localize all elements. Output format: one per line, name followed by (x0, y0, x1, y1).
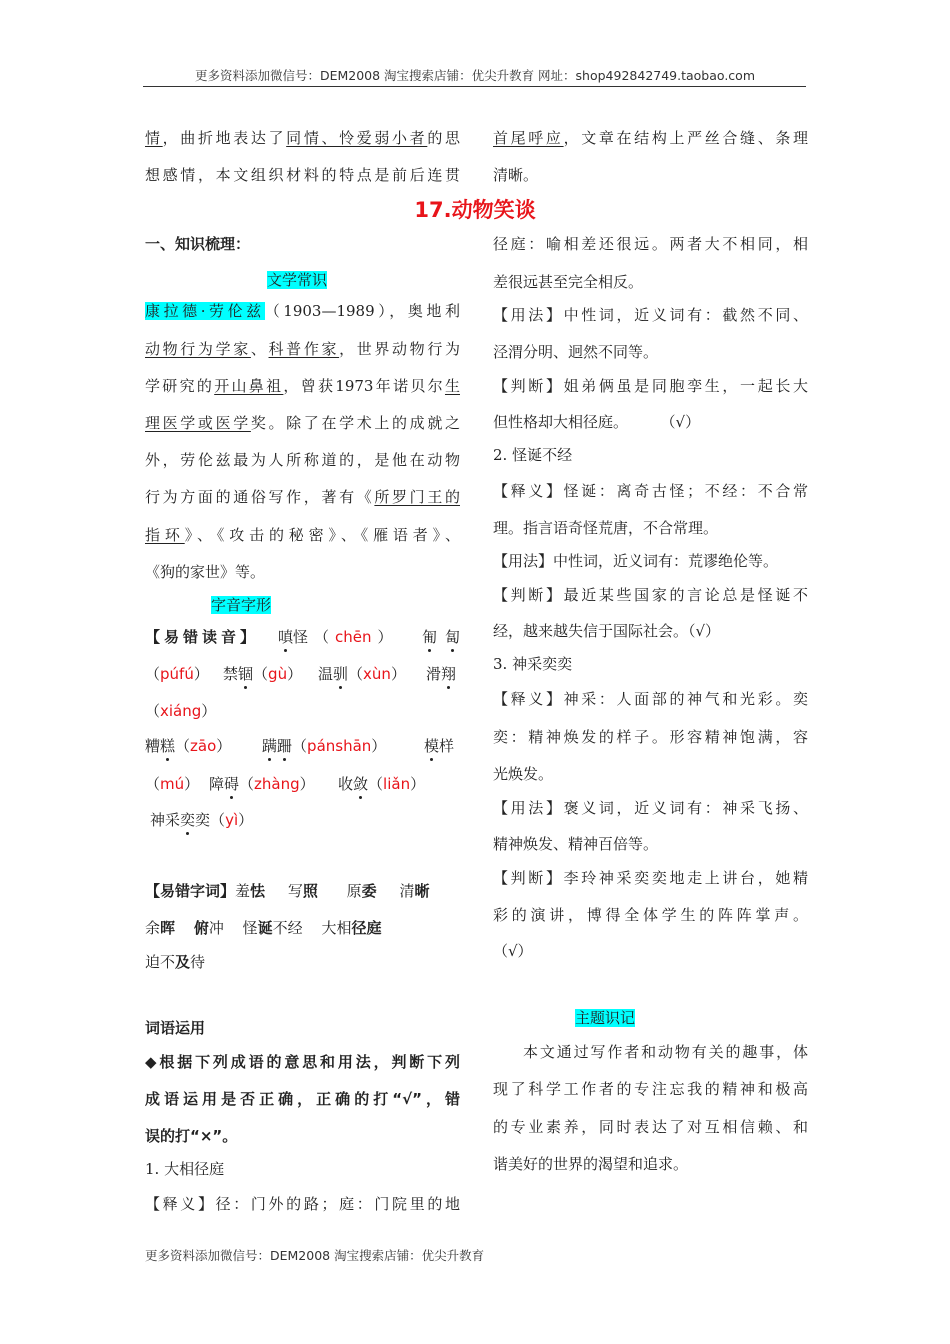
usage-question-2: 成语运用是否正确，正确的打“√”，错 (145, 1090, 460, 1108)
prev-line-4: 清晰。 (493, 166, 539, 184)
item2-meaning-2: 理。指言语奇怪荒唐，不合常理。 (493, 519, 719, 537)
lit-line-6: 行为方面的通俗写作，著有《所罗门王的 (145, 488, 460, 506)
theme-line-2: 现了科学工作者的专注忘我的精神和极高 (493, 1080, 808, 1098)
prev-line-1: 情，曲折地表达了同情、怜爱弱小者的思 (145, 129, 460, 147)
usage-heading: 词语运用 (145, 1019, 206, 1037)
item1-meaning-3: 差很远甚至完全相反。 (493, 273, 644, 291)
lit-line-7: 指环》、《攻击的秘密》、《雁语者》、 (145, 526, 460, 544)
lit-line-1: 康拉德·劳伦兹（1903—1989），奥地利 (145, 302, 460, 320)
pron-item-9: 障碍（zhàng） (209, 775, 315, 793)
pron-item-5b: （xiáng） (145, 702, 217, 720)
pron-item-8b: （mú） (145, 775, 200, 793)
theme-line-1: 本文通过写作者和动物有关的趣事，体 (523, 1043, 808, 1061)
item2-judge-2: 经，越来越失信于国际社会。（√） (493, 622, 721, 640)
prev-line-2: 想感情，本文组织材料的特点是前后连贯 (145, 166, 460, 184)
lit-heading: 文学常识 (267, 271, 328, 289)
item1-judge-1: 【判断】姐弟俩虽是同胞孪生，一起长大 (493, 377, 808, 395)
pron-item-6: 糟糕（zāo） (145, 737, 232, 755)
lit-line-3: 学研究的开山鼻祖，曾获1973年诺贝尔生 (145, 377, 460, 395)
header-divider (143, 86, 806, 87)
usage-question-1: ◆根据下列成语的意思和用法，判断下列 (145, 1053, 460, 1071)
item1-usage-1: 【用法】中性词，近义词有：截然不同、 (493, 306, 808, 324)
pron-item-5: 滑翔 (426, 665, 457, 683)
item3-meaning-3: 光焕发。 (493, 765, 554, 783)
pron-item-1: 嗔怪 （ chēn ） (278, 628, 393, 646)
wrong-chars-row-1: 【易错字词】羞怯 写照 原委 清晰 (145, 882, 430, 900)
pron-item-2b: （púfú） (145, 665, 209, 683)
theme-line-4: 谐美好的世界的渴望和追求。 (493, 1155, 689, 1173)
page-header: 更多资料添加微信号：DEM2008 淘宝搜索店铺：优尖升教育 网址：shop492842749.taobao.com (194, 68, 756, 83)
lit-line-8: 《狗的家世》等。 (145, 563, 266, 581)
item3-meaning-2: 奕：精神焕发的样子。形容精神饱满，容 (493, 728, 808, 746)
item2-judge-1: 【判断】最近某些国家的言论总是怪诞不 (493, 586, 808, 604)
pron-item-4: 温驯（xùn） (318, 665, 406, 683)
item1-meaning-1: 【释义】径：门外的路；庭：门院里的地 (145, 1195, 460, 1213)
usage-question-3: 误的打“×”。 (145, 1127, 238, 1145)
item1-title: 1. 大相径庭 (145, 1160, 225, 1178)
prev-line-3: 首尾呼应，文章在结构上严丝合缝、条理 (493, 129, 808, 147)
knowledge-heading: 一、知识梳理： (145, 235, 251, 253)
item2-meaning-1: 【释义】怪诞：离奇古怪；不经：不合常 (493, 482, 808, 500)
item1-usage-2: 泾渭分明、迥然不同等。 (493, 343, 659, 361)
theme-line-3: 的专业素养，同时表达了对互相信赖、和 (493, 1118, 808, 1136)
item3-title: 3. 神采奕奕 (493, 655, 573, 673)
item3-mark: （√） (493, 942, 533, 960)
item1-mark: （√） (668, 413, 701, 431)
pron-item-8: 模样 (424, 737, 455, 755)
item3-judge-2: 彩的演讲，博得全体学生的阵阵掌声。 (493, 906, 808, 924)
pron-heading: 字音字形 (211, 596, 272, 614)
pron-item-3: 禁锢（gù） (223, 665, 303, 683)
lit-line-5: 外，劳伦兹最为人所称道的，是他在动物 (145, 451, 460, 469)
pron-item-11: 神采奕奕（yì） (150, 811, 254, 829)
item2-title: 2. 怪诞不经 (493, 446, 573, 464)
theme-heading: 主题识记 (575, 1009, 636, 1027)
pron-item-10: 收敛（liǎn） (338, 775, 426, 793)
item1-judge-2: 但性格却大相径庭。 （√） (493, 413, 701, 431)
lit-line-2: 动物行为学家、科普作家，世界动物行为 (145, 340, 460, 358)
pron-item-2: 匍 匐 (422, 628, 461, 646)
item3-usage-2: 精神焕发、精神百倍等。 (493, 835, 659, 853)
wrong-chars-row-3: 迫不及待 (145, 953, 206, 971)
pron-item-7: 蹒跚（pánshān） (262, 737, 387, 755)
lesson-title: 17.动物笑谈 (414, 198, 536, 222)
item3-meaning-1: 【释义】神采：人面部的神气和光彩。奕 (493, 690, 808, 708)
page-footer: 更多资料添加微信号：DEM2008 淘宝搜索店铺：优尖升教育 (145, 1248, 485, 1263)
item1-meaning-2: 径庭：喻相差还很远。两者大不相同，相 (493, 235, 808, 253)
pron-label: 【易错读音】 (145, 628, 260, 646)
wrong-chars-row-2: 余晖 俯冲 怪诞不经 大相径庭 (145, 919, 382, 937)
item3-judge-1: 【判断】李玲神采奕奕地走上讲台，她精 (493, 869, 808, 887)
item3-usage-1: 【用法】褒义词，近义词有：神采飞扬、 (493, 799, 808, 817)
item2-usage: 【用法】中性词，近义词有：荒谬绝伦等。 (493, 552, 779, 570)
lit-line-4: 理医学或医学奖。除了在学术上的成就之 (145, 414, 460, 432)
